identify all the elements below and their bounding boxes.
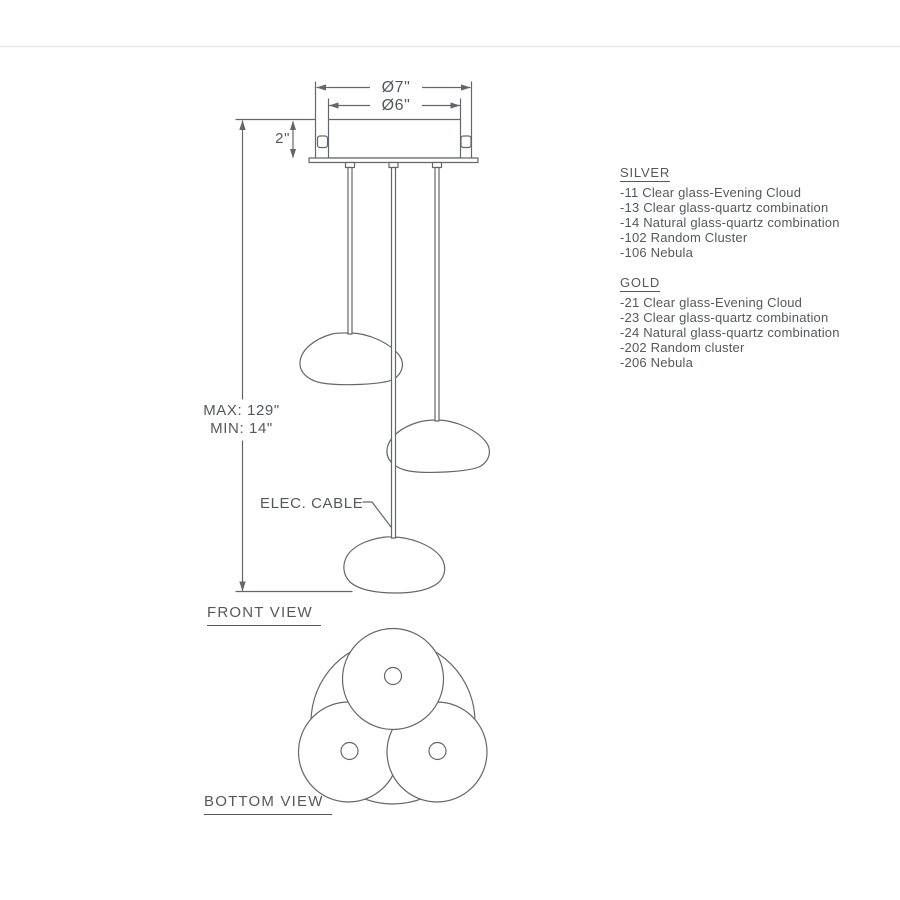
inner-diameter-label: Ø6"	[370, 97, 422, 115]
bottom-view-drawing	[299, 629, 488, 805]
canopy-mount-tab-right	[461, 136, 471, 148]
canopy-base-plate	[309, 158, 478, 163]
gold-finish-option: -24 Natural glass-quartz combination	[620, 325, 840, 340]
dim-arrow-right	[461, 84, 471, 90]
pendant-blob-bottom	[344, 537, 445, 593]
pendant-cable-middle	[392, 168, 396, 539]
elec-cable-label: ELEC. CABLE	[260, 495, 364, 512]
dim-arrow-up	[290, 121, 296, 131]
canopy-body	[329, 120, 461, 159]
bottom-view-cable-hole-left	[341, 743, 358, 760]
cable-connector-right	[433, 163, 442, 168]
silver-finish-option: -11 Clear glass-Evening Cloud	[620, 185, 802, 200]
dim-arrow-down	[290, 149, 296, 159]
dim-arrow-up	[239, 120, 245, 130]
pendant-blob-middle-right	[387, 420, 490, 472]
min-drop-label: MIN: 14"	[210, 419, 273, 437]
dim-arrow-right	[451, 102, 461, 108]
dim-arrow-left	[329, 102, 339, 108]
cable-connector-left	[346, 163, 355, 168]
front-view-drawing	[236, 82, 489, 593]
silver-finish-list	[620, 165, 840, 260]
gold-finish-heading: GOLD	[620, 275, 661, 290]
silver-finish-option: -14 Natural glass-quartz combination	[620, 215, 840, 230]
canopy-mount-tab-left	[318, 136, 328, 148]
pendant-cable-left	[348, 168, 352, 335]
canopy-height-label: 2"	[275, 130, 290, 147]
gold-finish-option: -202 Random cluster	[620, 340, 745, 355]
silver-finish-option: -106 Nebula	[620, 245, 694, 260]
silver-finish-option: -13 Clear glass-quartz combination	[620, 200, 829, 215]
pendant-blob-upper-left	[300, 333, 403, 385]
bottom-view-cable-hole-top	[385, 668, 402, 685]
dim-arrow-left	[317, 84, 327, 90]
gold-finish-option: -206 Nebula	[620, 355, 694, 370]
max-drop-label: MAX: 129"	[203, 402, 280, 419]
pendant-cable-right	[435, 168, 439, 422]
elec-cable-leader-line	[363, 502, 391, 527]
gold-finish-option: -23 Clear glass-quartz combination	[620, 310, 829, 325]
gold-finish-option: -21 Clear glass-Evening Cloud	[620, 295, 803, 310]
silver-finish-option: -102 Random Cluster	[620, 230, 748, 245]
bottom-view-label: BOTTOM VIEW	[204, 794, 332, 815]
bottom-view-cable-hole-right	[429, 743, 446, 760]
gold-finish-list	[620, 275, 840, 370]
outer-diameter-label: Ø7"	[370, 79, 422, 97]
dim-arrow-down	[239, 582, 245, 592]
silver-finish-heading: SILVER	[620, 165, 671, 180]
front-view-label: FRONT VIEW	[207, 605, 321, 626]
cable-connector-middle	[389, 163, 398, 168]
